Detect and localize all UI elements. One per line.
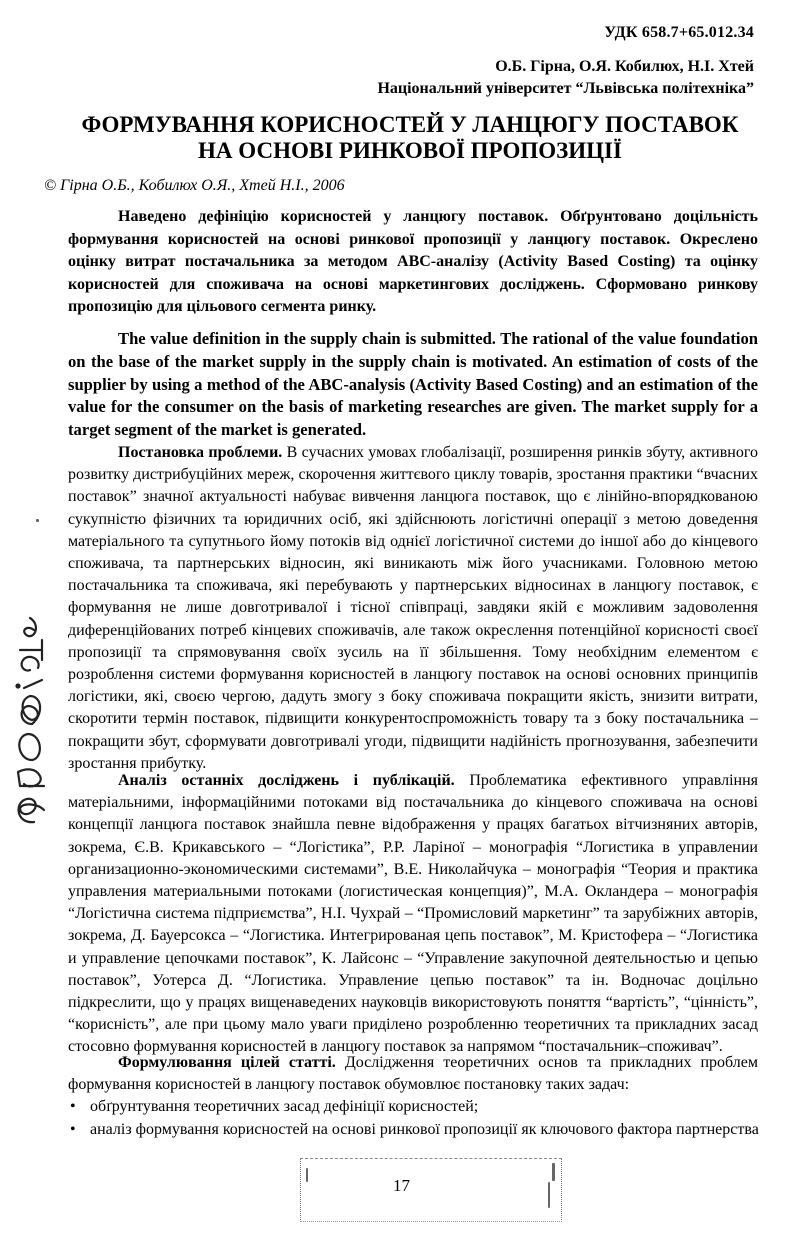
list-item-text: обґрунтування теоретичних засад дефініції корисностей; [90, 1098, 479, 1115]
udk-code: УДК 658.7+65.012.34 [604, 24, 754, 41]
bullet-icon: • [70, 1120, 76, 1138]
section-text: В сучасних умовах глобалізації, розширення ринків збуту, активного розвитку дистрибуційних мереж, скорочення життєвого циклу товарів, зростання практики “вчасних поставок” значної актуальності набуває вивчення ланцюга поставок, що є лінійно-впорядкованою сукупністю фізичних та юридичних осіб, які здійснюють логістичні операції з метою доведення матеріального та супутнього йому потоків від однієї логістичної системи до іншої або до кінцевого споживача, та партнерських відносин, які виникають між його учасниками. Головною метою постачальника та споживача, які перебувають у партнерських відносинах в ланцюгу поставок, є формування не лише довготривалої і тісної співпраці, завдяки якій є можливим задоволення диференційованих потреб кінцевих споживачів, але також окреслення потенційної корисності своєї пропозиції та спрямовування своїх зусиль на її збільшення. Тому необхідним елементом є розроблення системи формування корисностей в ланцюгу поставок на основі основних принципів логістики, які, своєю чергою, дадуть змогу з боку споживача покращити якість, знизити витрати, скоротити термін поставок, підвищити конкурентоспроможність товару та з боку постачальника – покращити збут, сформувати довготривалі угоди, підвищити надійність прогнозування, забезпечити зростання прибутку. [68, 444, 759, 772]
goals-list [68, 1096, 768, 1141]
affiliation: Національний університет “Львівська політехніка” [377, 80, 754, 97]
section-heading: Аналіз останніх досліджень і публікацій. [118, 772, 455, 789]
copyright-line: © Гірна О.Б., Кобилюх О.Я., Хтей Н.І., 2006 [44, 177, 345, 194]
scan-speck [36, 519, 39, 522]
list-item [68, 1119, 768, 1142]
abstract-ukrainian: Наведено дефініцію корисностей у ланцюгу поставок. Обґрунтовано доцільність формування корисностей на основі ринкової пропозиції у ланцюгу поставок. Окреслено оцінку витрат постачальника за методом АВС-аналізу (Activity Based Costing) та оцінку корисностей для споживача на основі маркетингових досліджень. Сформовано ринкову пропозицію для цільового сегмента ринку. [68, 208, 758, 315]
list-item [68, 1096, 768, 1119]
list-item-text: аналіз формування корисностей на основі ринкової пропозиції як ключового фактора партнерства [90, 1120, 759, 1138]
title-line-2: НА ОСНОВІ РИНКОВОЇ ПРОПОЗИЦІЇ [198, 138, 622, 163]
page-number: 17 [393, 1176, 410, 1195]
section-heading: Постановка проблеми. [118, 444, 283, 461]
section-article-goals [68, 1052, 758, 1096]
scan-speck [306, 1168, 308, 1182]
section-problem-statement [68, 442, 758, 775]
section-heading: Формулювання цілей статті. [118, 1054, 336, 1071]
section-text: Дослідження теоретичних основ та прикладних проблем формування корисностей в ланцюгу поставок обумовлює постановку таких задач: [68, 1054, 758, 1094]
bullet-icon: • [70, 1098, 76, 1115]
scan-speck [552, 1163, 555, 1181]
paper-title [60, 112, 760, 164]
section-text: Проблематика ефективного управління матеріальними, інформаційними потоками від постачальника до кінцевого споживача на основі концепції ланцюга поставок знайшла певне відображення у працях багатьох вітчизняних авторів, зокрема, Є.В. Крикавського – “Логістика”, Р.Р. Ларіної – монографія “Логистика в управлении организационно-экономическими системами”, В.Е. Николайчука – монографія “Теория и практика управления материальными потоками (логистическая концепция)”, М.А. Окландера – монографія “Логістична система підприємства”, Н.І. Чухрай – “Промисловий маркетинг” та зарубіжних авторів, зокрема, Д. Бауерсокса – “Логистика. Интегрированая цепь поставок”, М. Кристофера – “Логистика и управление цепочками поставок”, К. Лайсонс – “Управление закупочной деятельностью и цепью поставок”, Уотерса Д. “Логистика. Управление цепью поставок” та ін. Водночас доцільно підкреслити, що у працях вищенаведених науковців використовують поняття “вартість”, “цінність”, “корисність”, але при цьому мало уваги приділено розробленню теоретичних та прикладних засад стосовно формування корисностей в ланцюгу поставок за напрямом “постачальник–споживач”. [68, 772, 759, 1056]
authors: О.Б. Гірна, О.Я. Кобилюх, Н.І. Хтей [495, 58, 754, 75]
page-footer-frame [300, 1158, 562, 1222]
title-line-1: ФОРМУВАННЯ КОРИСНОСТЕЙ У ЛАНЦЮГУ ПОСТАВОК [81, 112, 739, 137]
section-literature-review [68, 770, 758, 1059]
scan-speck [548, 1182, 550, 1208]
handwritten-margin-note [4, 540, 52, 830]
abstract-english: The value definition in the supply chain is submitted. The rational of the value foundation on the base of the market supply in the supply chain is motivated. An estimation of costs of the supplier by using a method of the ABC-analysis (Activity Based Costing) and an estimation of the value for the consumer on the basis of marketing researches are given. The market supply for a target segment of the market is generated. [68, 329, 758, 440]
